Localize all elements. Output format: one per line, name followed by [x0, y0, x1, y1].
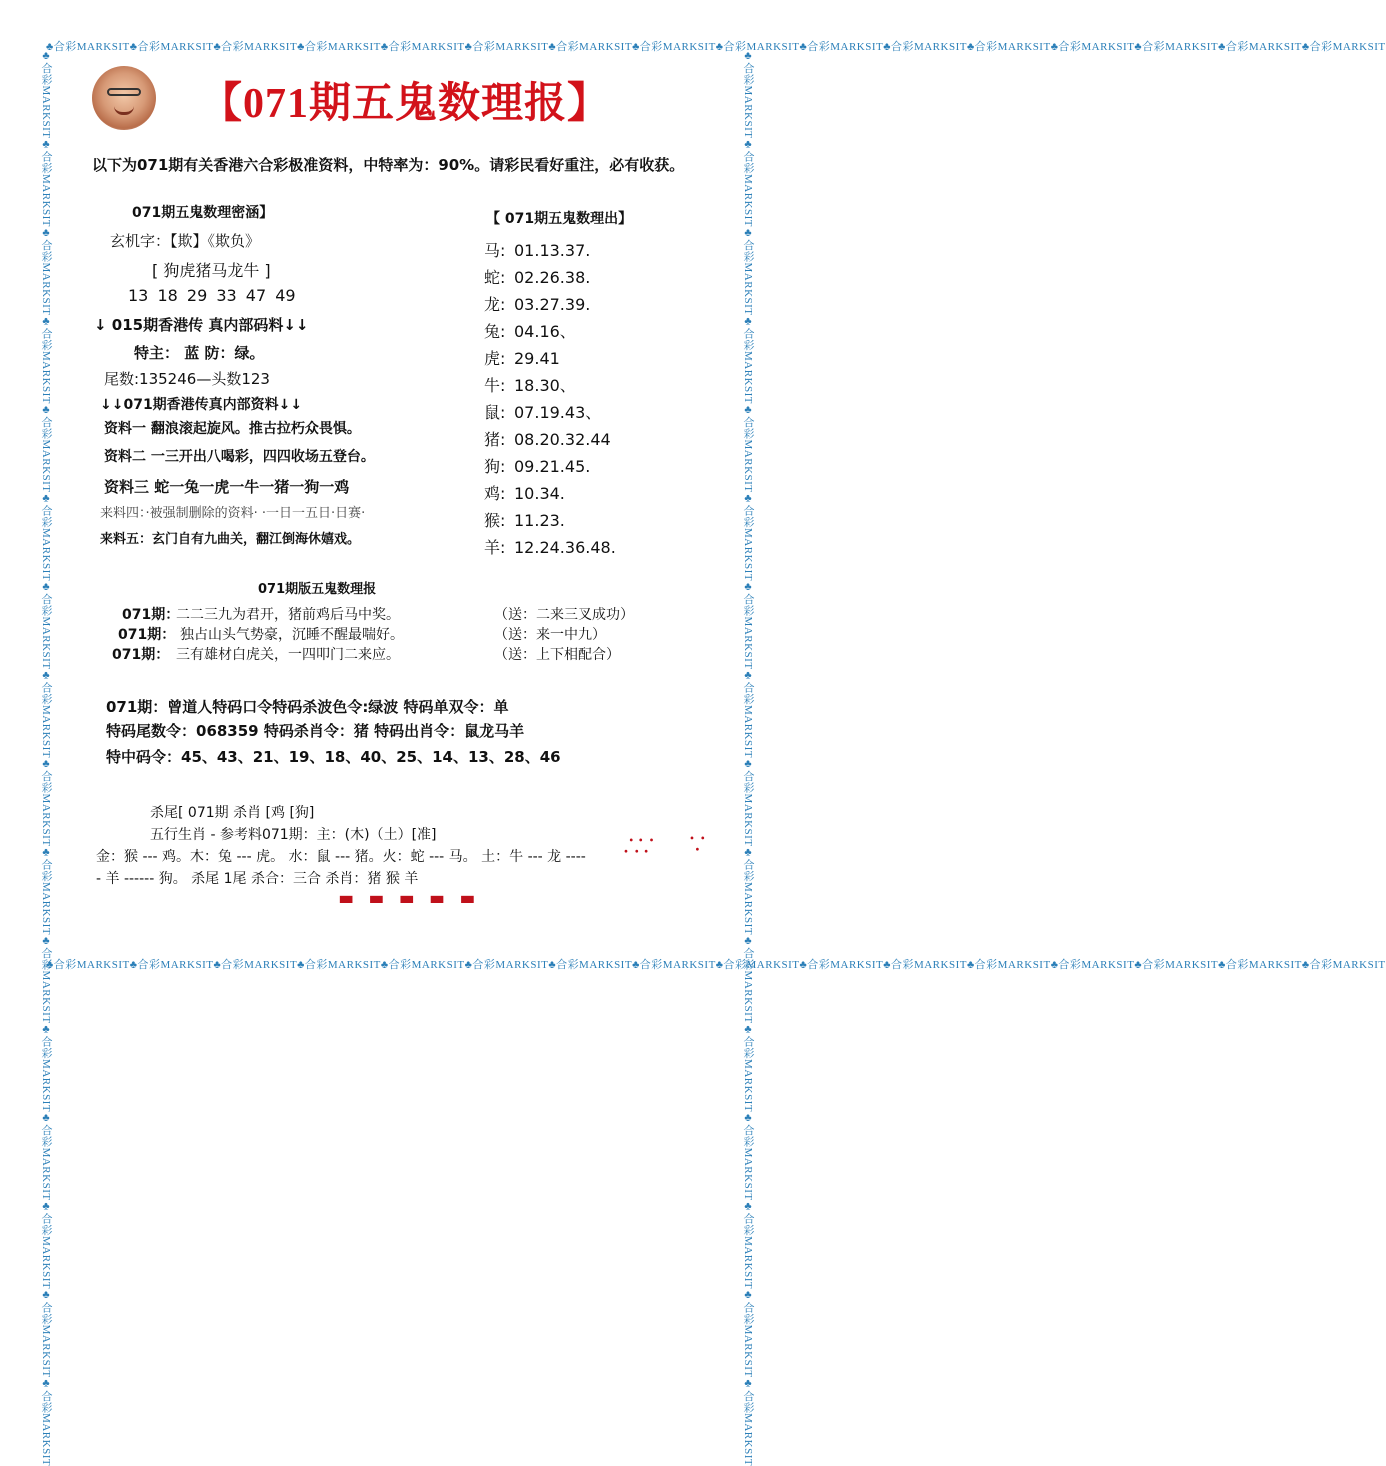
zodiac-label: 鼠:: [484, 403, 506, 422]
zodiac-numbers: 07.19.43、: [514, 403, 602, 422]
red-stamp-mark-1: ⸫⸪: [624, 836, 654, 857]
smile-icon: [114, 106, 134, 115]
zodiac-bracket: [ 狗虎猪马龙牛 ]: [152, 261, 271, 280]
mid-heading: 071期版五鬼数理报: [258, 582, 377, 597]
left-heading: 071期五鬼数理密涵】: [132, 205, 274, 221]
list-item: [484, 481, 724, 508]
bottom-line-3: 金：猴 --- 鸡。木：兔 --- 虎。 水：鼠 --- 猪。火：蛇 --- 马。 土：牛 --- 龙 ----: [96, 849, 586, 865]
border-left: ♣合彩MARKSIT♣合彩MARKSIT♣合彩MARKSIT♣合彩MARKSIT♣合彩MARKSIT♣合彩MARKSIT♣合彩MARKSIT♣合彩MARKSIT♣合彩MARKSIT♣合彩MARKSIT♣合彩MARKSIT♣合彩MARKSIT♣合彩MARKSIT♣合彩MARKSIT♣合彩MARKSIT♣合彩MARKSIT: [40, 50, 52, 1466]
mid-bonus-1: （送：二来三叉成功）: [494, 607, 634, 623]
zodiac-numbers: 11.23.: [514, 511, 565, 530]
lucky-numbers: 13 18 29 33 47 49: [128, 286, 296, 305]
mid-bonus-2: （送：来一中九）: [494, 627, 606, 643]
mid-prefix-3: 071期：: [112, 647, 170, 663]
zodiac-numbers: 03.27.39.: [514, 295, 591, 314]
zodiac-numbers: 01.13.37.: [514, 241, 591, 260]
intro-text: 以下为071期有关香港六合彩极准资料，中特率为：90%。请彩民看好重注，必有收获。: [92, 156, 685, 174]
tezhu-line: 特主： 蓝 防：绿。: [134, 344, 265, 362]
zodiac-label: 狗:: [484, 457, 506, 476]
ziliao-2: 资料二 一三开出八喝彩，四四收场五登台。: [104, 449, 375, 465]
mid-prefix-2: 071期：: [118, 627, 176, 643]
zodiac-numbers: 12.24.36.48.: [514, 538, 616, 557]
list-item: [484, 346, 724, 373]
avatar: [92, 66, 156, 130]
zodiac-label: 羊:: [484, 538, 506, 557]
xuanji-text: 玄机字：【欺】《欺负》: [110, 232, 261, 250]
mid-prefix-1: 071期：: [122, 607, 180, 623]
right-heading: 【 071期五鬼数理出】: [486, 211, 633, 227]
list-item: [484, 535, 724, 562]
code-line-3: 特中码令：45、43、21、19、18、40、25、14、13、28、46: [106, 748, 561, 766]
list-item: [484, 454, 724, 481]
list-item: [484, 238, 724, 265]
zodiac-numbers: 09.21.45.: [514, 457, 591, 476]
zodiac-label: 牛:: [484, 376, 506, 395]
glasses-icon: [107, 88, 141, 96]
list-item: [484, 292, 724, 319]
zodiac-numbers: 02.26.38.: [514, 268, 591, 287]
mid-verse-1: 二二三九为君开，猪前鸡后马中奖。: [176, 607, 400, 623]
zodiac-label: 猪:: [484, 430, 506, 449]
ziliao-4: 来料四：·被强制删除的资料· ·一日一五日·日赛·: [100, 506, 366, 521]
mid-verse-3: 三有雄材白虎关，一四叩门二来应。: [176, 647, 400, 663]
list-item: [484, 400, 724, 427]
ziliao-3: 资料三 蛇一兔一虎一牛一猪一狗一鸡: [104, 478, 350, 496]
code-line-1: 071期：曾道人特码口令特码杀波色令:绿波 特码单双令：单: [106, 698, 509, 716]
border-right: ♣合彩MARKSIT♣合彩MARKSIT♣合彩MARKSIT♣合彩MARKSIT♣合彩MARKSIT♣合彩MARKSIT♣合彩MARKSIT♣合彩MARKSIT♣合彩MARKSIT♣合彩MARKSIT♣合彩MARKSIT♣合彩MARKSIT♣合彩MARKSIT♣合彩MARKSIT♣合彩MARKSIT♣合彩MARKSIT: [742, 50, 754, 1466]
list-item: [484, 508, 724, 535]
page-title: 【071期五鬼数理报】: [200, 81, 611, 127]
weishu-line: 尾数:135246—头数123: [104, 370, 270, 388]
list-item: [484, 373, 724, 400]
zodiac-numbers: 18.30、: [514, 376, 576, 395]
chuan-line-1: ↓ 015期香港传 真内部码料↓↓: [94, 316, 309, 334]
mid-verse-2: 独占山头气势豪，沉睡不醒最喘好。: [180, 627, 404, 643]
zodiac-numbers: 10.34.: [514, 484, 565, 503]
zodiac-number-list: [484, 238, 724, 562]
list-item: [484, 265, 724, 292]
code-line-2: 特码尾数令：068359 特码杀肖令：猪 特码出肖令：鼠龙马羊: [106, 722, 525, 740]
red-stamp-mark-3: ▃▃▃▃▃: [340, 884, 492, 903]
zodiac-numbers: 29.41: [514, 349, 560, 368]
zodiac-label: 龙:: [484, 295, 506, 314]
bottom-line-1: 杀尾[ 071期 杀肖 [鸡 [狗]: [150, 805, 315, 821]
red-stamp-mark-2: ⸪: [690, 834, 705, 855]
mid-bonus-3: （送：上下相配合）: [494, 647, 620, 663]
list-item: [484, 319, 724, 346]
list-item: [484, 427, 724, 454]
zodiac-label: 虎:: [484, 349, 506, 368]
border-top: ♣合彩MARKSIT♣合彩MARKSIT♣合彩MARKSIT♣合彩MARKSIT♣合彩MARKSIT♣合彩MARKSIT♣合彩MARKSIT♣合彩MARKSIT♣合彩MARKSIT♣合彩MARKSIT♣合彩MARKSIT♣合彩MARKSIT♣合彩MARKSIT♣合彩MARKSIT♣合彩MARKSIT♣合彩MARKSIT: [46, 41, 1386, 53]
bottom-line-2: 五行生肖 - 参考料071期：主：(木)（土）[准]: [150, 827, 437, 843]
bottom-line-4: - 羊 ------ 狗。 杀尾 1尾 杀合：三合 杀肖：猪 猴 羊: [96, 871, 419, 887]
zodiac-label: 猴:: [484, 511, 506, 530]
zodiac-numbers: 08.20.32.44: [514, 430, 611, 449]
zodiac-label: 蛇:: [484, 268, 506, 287]
border-bottom: ♣合彩MARKSIT♣合彩MARKSIT♣合彩MARKSIT♣合彩MARKSIT♣合彩MARKSIT♣合彩MARKSIT♣合彩MARKSIT♣合彩MARKSIT♣合彩MARKSIT♣合彩MARKSIT♣合彩MARKSIT♣合彩MARKSIT♣合彩MARKSIT♣合彩MARKSIT♣合彩MARKSIT♣合彩MARKSIT: [46, 959, 1386, 971]
ziliao-5: 来料五：玄门自有九曲关，翻江倒海休嬉戏。: [100, 532, 361, 547]
chuan-line-2: ↓↓071期香港传真内部资料↓↓: [100, 397, 303, 413]
zodiac-label: 鸡:: [484, 484, 506, 503]
zodiac-label: 马:: [484, 241, 506, 260]
zodiac-numbers: 04.16、: [514, 322, 576, 341]
ziliao-1: 资料一 翻浪滚起旋风。推古拉朽众畏惧。: [104, 421, 361, 437]
zodiac-label: 兔:: [484, 322, 506, 341]
